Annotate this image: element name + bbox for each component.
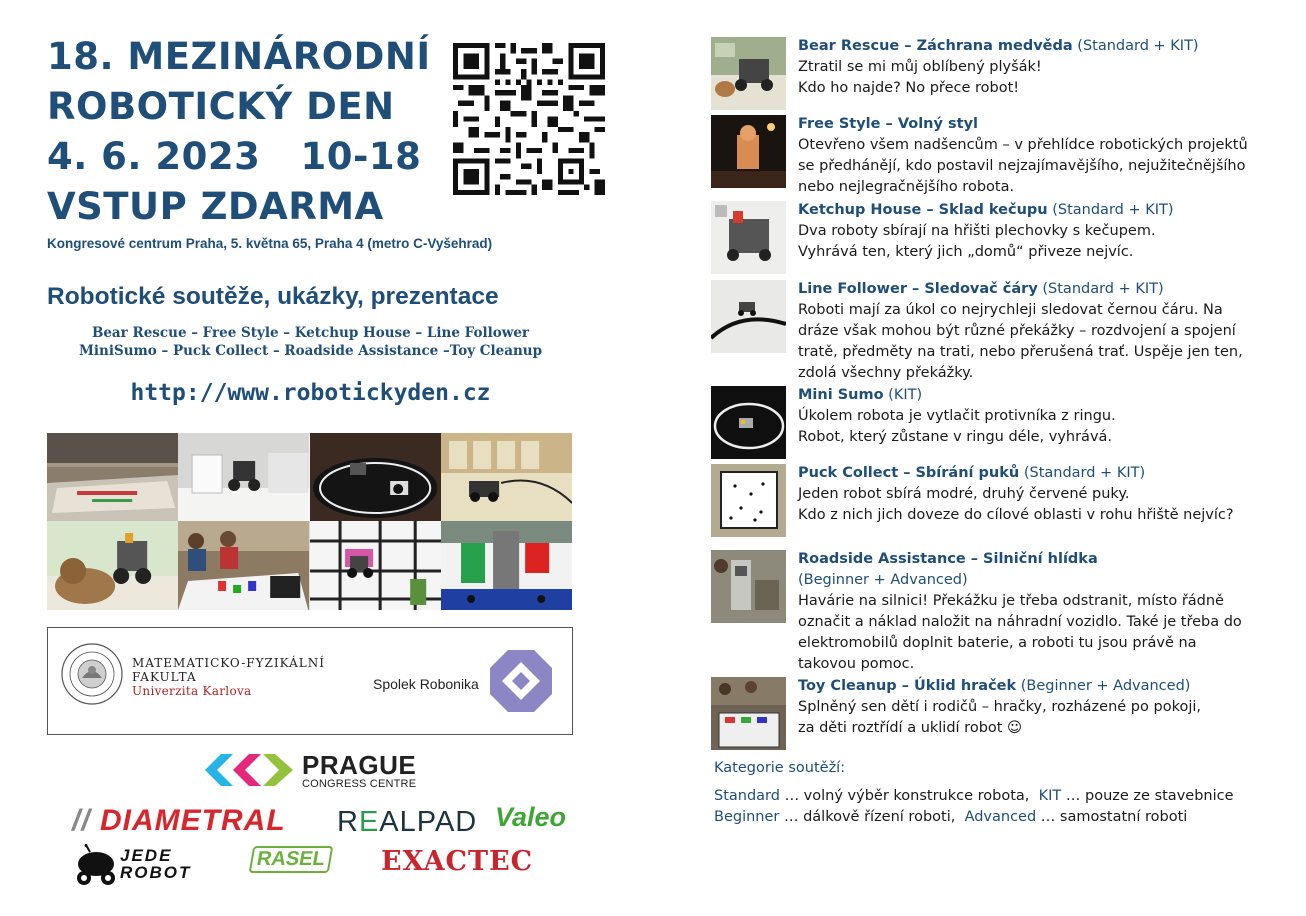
robonika-logo [488,648,554,714]
competition-title: Roadside Assistance – Silniční hlídka [798,551,1098,567]
website-link[interactable]: http://www.robotickyden.cz [130,380,491,406]
diametral-logo [72,804,286,838]
competition-category: (Beginner + Advanced) [1016,678,1191,694]
realpad-logo [337,806,477,839]
competition-description: Úkolem robota je vytlačit protivníka z ringu. Robot, který zůstane v ringu déle, vyhrává. [798,408,1116,445]
competition-description: Splněný sen dětí i rodičů – hračky, rozházené po pokoji, za děti roztřídí a uklidí robot ☺ [798,699,1201,736]
jede-text: JEDE [120,846,173,865]
competition-description: Jeden robot sbírá modré, druhý červené puky. Kdo z nich jich doveze do cílové oblasti v rohu hřiště nejvíc? [798,486,1234,523]
competition-category: (Standard + KIT) [1047,202,1174,218]
thumb-roadside-assistance [711,550,786,623]
qr-code[interactable] [453,43,605,195]
legend-heading: Kategorie soutěží: [714,760,846,776]
thumb-ketchup-house [711,201,786,274]
legend-advanced: Advanced [964,809,1037,825]
competition-title: Free Style – Volný styl [798,116,978,132]
line-follower-text [798,279,1258,384]
valeo-text: Valeo [495,802,567,832]
legend-advanced-desc: … samostatní roboti [1036,809,1188,825]
legend-standard: Standard [714,788,780,804]
headline-line-2: ROBOTICKÝ DEN [47,85,395,128]
bear-rescue-text [798,36,1258,99]
subtitle: Robotické soutěže, ukázky, prezentace [47,283,499,310]
competition-category: (Standard + KIT) [1072,38,1199,54]
photo-arena-hall [47,433,178,521]
diametral-slash-icon: // [72,804,101,837]
competition-description: Dva roboty sbírají na hřišti plechovky s kečupem. Vyhrává ten, který jich „domů“ přiveze nejvíc. [798,223,1156,260]
roadside-assistance-text [798,549,1258,675]
thumb-toy-cleanup [711,677,786,750]
legend-beginner: Beginner [714,809,780,825]
legend-kit-desc: … pouze ze stavebnice [1061,788,1234,804]
valeo-logo [495,802,566,833]
headline-line-1: 18. MEZINÁRODNÍ [47,35,431,78]
photo-audience-table [178,521,309,610]
mff-line-2: FAKULTA [132,670,197,684]
photo-line-follower-grid [310,521,441,610]
thumb-puck-collect [711,464,786,537]
competition-list-line-2: MiniSumo – Puck Collect – Roadside Assistance –Toy Cleanup [78,343,543,359]
category-legend [714,758,1234,828]
mff-line-1: MATEMATICKO-FYZIKÁLNÍ [132,656,325,670]
competition-title: Line Follower – Sledovač čáry [798,281,1038,297]
partners-box [47,627,573,735]
venue-address: Kongresové centrum Praha, 5. května 65, Praha 4 (metro C-Vyšehrad) [47,236,493,251]
photo-sumo-ring [310,433,441,521]
headline-line-4: VSTUP ZDARMA [47,185,384,228]
rasel-text: RASEL [249,846,334,873]
mff-name [132,656,325,698]
competition-title: Ketchup House – Sklad kečupu [798,202,1048,218]
thumb-line-follower [711,280,786,353]
competition-category: (Standard + KIT) [1019,465,1146,481]
competition-title: Mini Sumo [798,387,884,403]
competition-list-line-1: Bear Rescue – Free Style – Ketchup House – Line Follower [91,325,530,341]
competition-title: Bear Rescue – Záchrana medvěda [798,38,1073,54]
realpad-e: E [358,806,380,838]
exactec-text: EXACTEC [381,846,534,877]
competition-category: (Standard + KIT) [1037,281,1164,297]
competition-description: Otevřeno všem nadšencům – v přehlídce robotických projektů se předhánějí, kdo postavil nejzajímavějšího, nejužitečnějšího nebo nejlegračnějšího robota. [798,137,1248,195]
robot-text: ROBOT [120,863,192,882]
competition-list [47,324,574,360]
legend-row-1 [714,786,1234,807]
competition-description: Roboti mají za úkol co nejrychleji sledovat černou čáru. Na dráze však mohou být různé překážky – rozdvojení a spojení tratě, předměty na trati, nebo přerušená trať. Uspěje jen ten, zdolá všechny překážky. [798,302,1243,381]
legend-standard-desc: … volný výběr konstrukce robota, [779,788,1039,804]
robot-car-icon [72,844,118,886]
thumb-bear-rescue [711,37,786,110]
free-style-text [798,114,1258,198]
legend-kit: KIT [1038,788,1062,804]
puck-collect-text [798,463,1258,526]
legend-row-2 [714,807,1234,828]
photo-bear-rescue [47,521,178,610]
diametral-text: DIAMETRAL [100,804,286,837]
photo-puck-field [441,521,572,610]
photo-collage [47,433,572,610]
prague-congress-centre-logo-mark [203,752,297,788]
competition-title: Puck Collect – Sbírání puků [798,465,1020,481]
jede-robot-text [120,847,191,881]
mff-seal-logo [60,642,124,706]
competition-description: Havárie na silnici! Překážku je třeba odstranit, místo řádně označit a náklad naložit na náhradní vozidlo. Také je třeba do elektromobilů doplnit baterie, a roboti tu jsou právě na takovou pomoc. [798,593,1242,672]
thumb-mini-sumo [711,386,786,459]
realpad-r: R [337,806,359,838]
ketchup-house-text [798,200,1258,263]
jede-robot-logo [72,844,202,886]
exactec-logo [381,846,533,877]
rasel-logo [251,846,331,873]
mini-sumo-text [798,385,1258,448]
photo-ketchup-house [441,433,572,521]
thumb-free-style [711,115,786,188]
prague-small: CONGRESS CENTRE [302,778,417,790]
realpad-rest: ALPAD [379,806,478,838]
competition-category: (KIT) [883,387,923,403]
legend-beginner-desc: … dálkově řízení roboti, [779,809,965,825]
robonika-label: Spolek Robonika [373,676,479,692]
photo-white-box-robot [178,433,309,521]
toy-cleanup-text [798,676,1258,739]
prague-congress-centre-wordmark [302,752,416,790]
headline-line-3: 4. 6. 2023 10-18 [47,135,422,178]
prague-big: PRAGUE [302,750,417,780]
competition-category: (Beginner + Advanced) [798,572,968,588]
competition-title: Toy Cleanup – Úklid hraček [798,678,1017,694]
competition-description: Ztratil se mi můj oblíbený plyšák! Kdo ho najde? No přece robot! [798,59,1042,96]
mff-university: Univerzita Karlova [132,684,252,698]
event-headline [47,32,431,232]
